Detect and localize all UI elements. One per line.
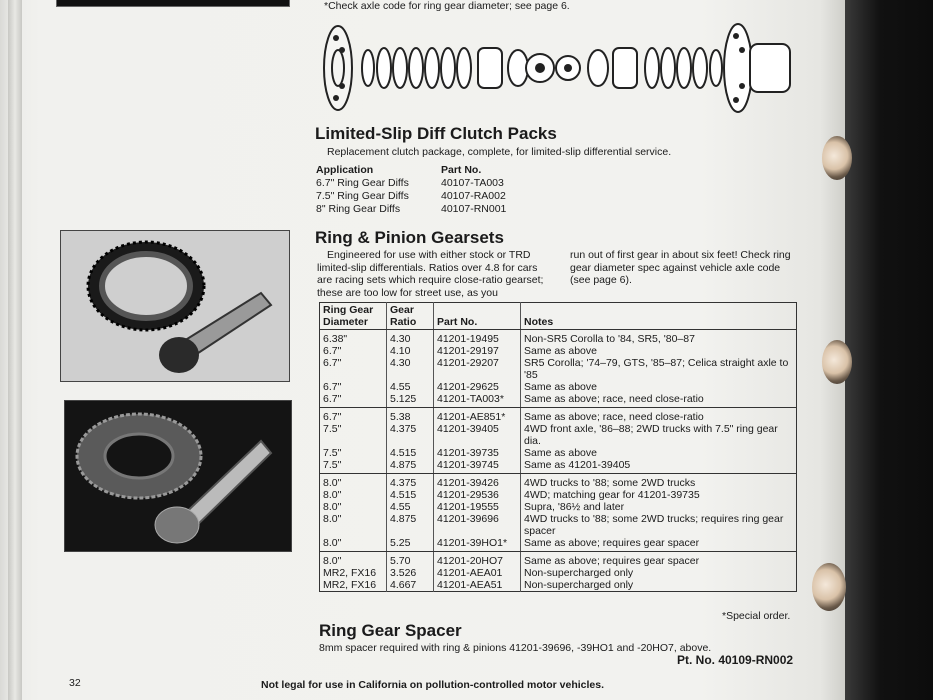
diameter-cell: 6.7" [323, 345, 342, 357]
legal-notice: Not legal for use in California on pollution-controlled motor vehicles. [261, 679, 605, 691]
notes-cell: 4WD trucks to '88; some 2WD trucks [521, 474, 797, 490]
diameter-cell: 8.0" [323, 513, 342, 525]
ratio-cell: 3.526 [387, 567, 434, 579]
gearsets-intro-right: run out of first gear in about six feet! Check ring gear diameter spec against vehicle axle code (see page 6). [570, 249, 791, 286]
ratio-cell: 4.875 [387, 513, 434, 537]
table-row [320, 537, 797, 552]
ratio-cell: 4.375 [387, 474, 434, 490]
diameter-header: Ring Gear Diameter [320, 303, 387, 330]
top-photo-edge [56, 0, 290, 7]
binder-ring [822, 340, 852, 384]
clutch-part-no: 40107-TA003 [441, 177, 504, 189]
notes-cell: Same as above; requires gear spacer [521, 552, 797, 568]
diameter-cell: 8.0" [323, 477, 342, 489]
ring-pinion-photo [64, 400, 292, 552]
clutch-application: 8" Ring Gear Diffs [316, 203, 401, 215]
notes-cell: 4WD; matching gear for 41201-39735 [521, 489, 797, 501]
ratio-cell: 5.25 [387, 537, 434, 552]
table-row [320, 501, 797, 513]
binder-margin [8, 0, 22, 700]
table-header-row [320, 303, 797, 330]
binder-ring [822, 136, 852, 180]
diameter-cell: MR2, FX16 [323, 567, 377, 579]
part-cell: 41201-29197 [434, 345, 521, 357]
diameter-cell: 6.7" [323, 411, 342, 423]
part-cell: 41201-39735 [434, 447, 521, 459]
ratio-cell: 5.125 [387, 393, 434, 408]
ring-gear-spacer-title: Ring Gear Spacer [319, 621, 462, 640]
spacer-part-number: Pt. No. 40109-RN002 [677, 653, 794, 667]
part-cell: 41201-19555 [434, 501, 521, 513]
notes-cell: Same as above; race, need close-ratio [521, 408, 797, 424]
part-cell: 41201-AE851* [434, 408, 521, 424]
part-cell: 41201-19495 [434, 330, 521, 346]
table-row [320, 489, 797, 501]
part-cell: 41201-39696 [434, 513, 521, 537]
ratio-cell: 5.38 [387, 408, 434, 424]
ratio-cell: 4.55 [387, 501, 434, 513]
diameter-cell: 6.7" [323, 357, 342, 369]
application-header: Application [316, 164, 374, 176]
part-cell: 41201-20HO7 [434, 552, 521, 568]
ratio-header: Gear Ratio [387, 303, 434, 330]
ring-pinion-photo [60, 230, 290, 382]
part-cell: 41201-AEA01 [434, 567, 521, 579]
diameter-cell: 8.0" [323, 501, 342, 513]
diameter-cell: 7.5" [320, 459, 387, 474]
notes-cell: SR5 Corolla; '74–79, GTS, '85–87; Celica straight axle to '85 [521, 357, 797, 381]
ratio-cell: 4.30 [387, 357, 434, 381]
part-cell: 41201-29207 [434, 357, 521, 381]
ratio-cell: 5.70 [387, 552, 434, 568]
table-row [320, 393, 797, 408]
table-row [320, 567, 797, 579]
clutch-packs-title: Limited-Slip Diff Clutch Packs [315, 124, 557, 143]
binder-ring [812, 563, 846, 611]
diameter-cell: 6.7" [323, 381, 342, 393]
notes-header: Notes [521, 303, 797, 330]
gearsets-title: Ring & Pinion Gearsets [315, 228, 504, 247]
notes-cell: 4WD trucks to '88; some 2WD trucks; requires ring gear spacer [521, 513, 797, 537]
diameter-cell: 7.5" [323, 423, 342, 435]
ring-gear-image [65, 401, 291, 551]
table-row [320, 474, 797, 490]
part-cell: 41201-39426 [434, 474, 521, 490]
clutch-part-no: 40107-RN001 [441, 203, 507, 215]
notes-cell: Same as above [521, 345, 797, 357]
part-cell: 41201-AEA51 [434, 579, 521, 592]
diameter-cell: 8.0" [323, 555, 342, 567]
ratio-cell: 4.515 [387, 489, 434, 501]
diameter-cell: 6.38" [323, 333, 348, 345]
notes-cell: Same as above; race, need close-ratio [521, 393, 797, 408]
ratio-cell: 4.515 [387, 447, 434, 459]
part-cell: 41201-39405 [434, 423, 521, 447]
table-row [320, 408, 797, 424]
diameter-cell: 8.0" [320, 537, 387, 552]
diameter-cell: MR2, FX16 [323, 579, 377, 591]
ring-gear-image [61, 231, 289, 381]
ratio-cell: 4.875 [387, 459, 434, 474]
clutch-application: 7.5" Ring Gear Diffs [316, 190, 409, 202]
notes-cell: 4WD front axle, '86–88; 2WD trucks with 7.5" ring gear dia. [521, 423, 797, 447]
table-row [320, 513, 797, 537]
page-number: 32 [69, 677, 81, 689]
notes-cell: Non-supercharged only [521, 567, 797, 579]
table-row [320, 330, 797, 346]
notes-cell: Non-SR5 Corolla to '84, SR5, '80–87 [521, 330, 797, 346]
notes-cell: Same as above [521, 381, 797, 393]
axle-code-note: *Check axle code for ring gear diameter; see page 6. [324, 0, 570, 12]
ratio-cell: 4.30 [387, 330, 434, 346]
part-header: Part No. [434, 303, 521, 330]
table-row [320, 345, 797, 357]
clutch-application: 6.7" Ring Gear Diffs [316, 177, 409, 189]
table-row [320, 447, 797, 459]
spacer-description: 8mm spacer required with ring & pinions 41201-39696, -39HO1 and -20HO7, above. [319, 642, 712, 654]
clutch-pack-illustration [318, 18, 798, 118]
part-cell: 41201-TA003* [434, 393, 521, 408]
table-row [320, 579, 797, 592]
ratio-cell: 4.55 [387, 381, 434, 393]
part-cell: 41201-39HO1* [434, 537, 521, 552]
part-cell: 41201-39745 [434, 459, 521, 474]
clutch-part-no: 40107-RA002 [441, 190, 506, 202]
ratio-cell: 4.375 [387, 423, 434, 447]
diameter-cell: 8.0" [323, 489, 342, 501]
part-cell: 41201-29625 [434, 381, 521, 393]
diameter-cell: 6.7" [320, 393, 387, 408]
notes-cell: Same as above [521, 447, 797, 459]
notes-cell: Non-supercharged only [521, 579, 797, 592]
page-edge-shadow [845, 0, 933, 700]
notes-cell: Same as above; requires gear spacer [521, 537, 797, 552]
table-row [320, 357, 797, 381]
notes-cell: Same as 41201-39405 [521, 459, 797, 474]
table-row [320, 381, 797, 393]
clutch-packs-subtitle: Replacement clutch package, complete, for limited-slip differential service. [327, 146, 672, 158]
gearsets-intro-left: Engineered for use with either stock or TRD limited-slip differentials. Ratios over 4.8 for cars are racing sets which require close-ratio gearset; these are too low for street use, as you [317, 249, 544, 299]
special-order-note: *Special order. [722, 610, 791, 622]
ratio-cell: 4.10 [387, 345, 434, 357]
table-row [320, 552, 797, 568]
ratio-cell: 4.667 [387, 579, 434, 592]
table-row [320, 459, 797, 474]
table-row [320, 423, 797, 447]
part-no-header: Part No. [441, 164, 482, 176]
diameter-cell: 7.5" [323, 447, 342, 459]
gearsets-table [319, 302, 797, 592]
notes-cell: Supra, '86½ and later [521, 501, 797, 513]
part-cell: 41201-29536 [434, 489, 521, 501]
